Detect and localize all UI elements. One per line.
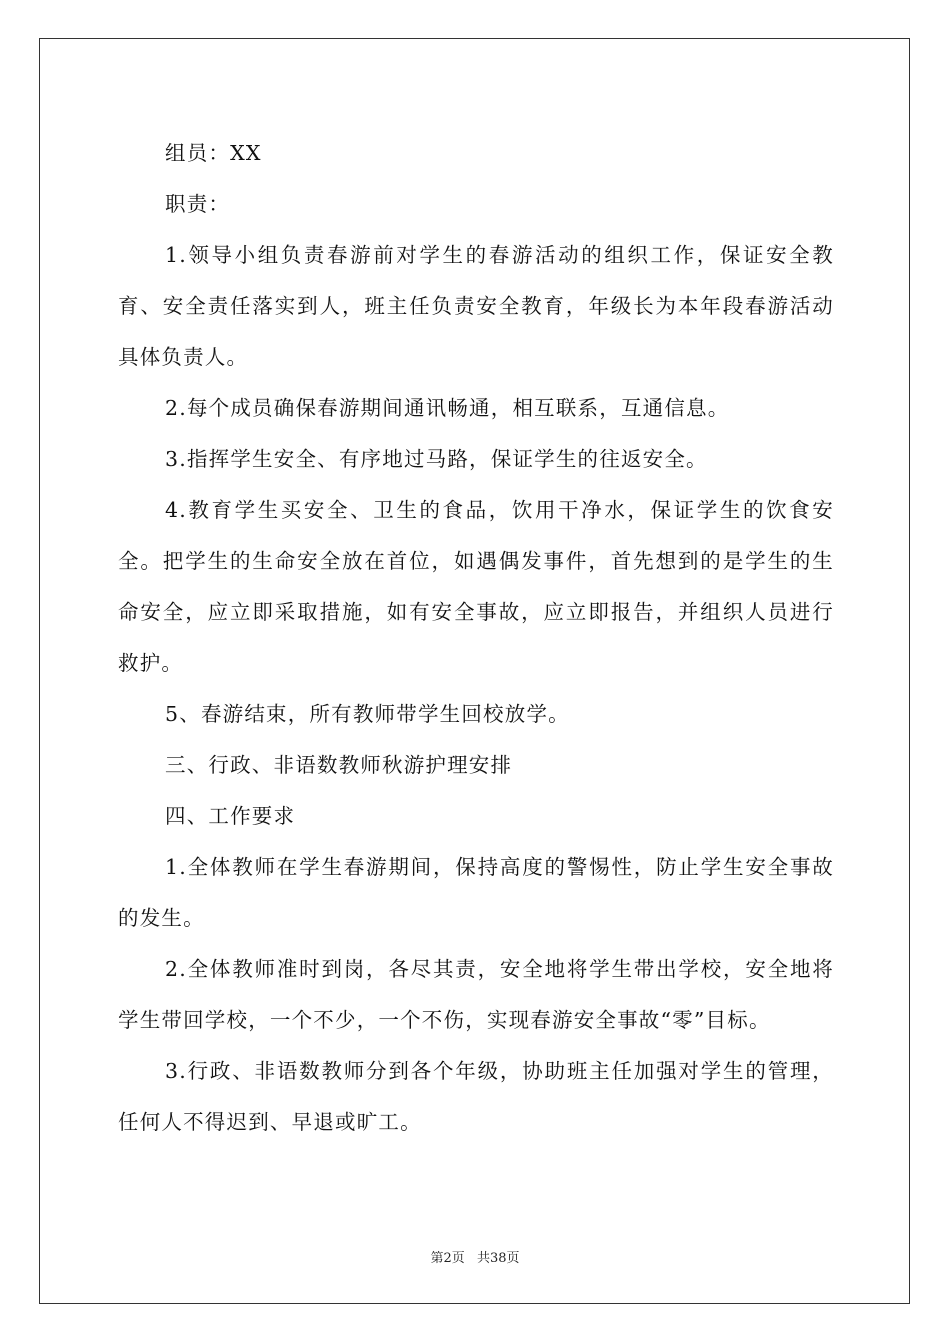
paragraph: 职责： — [165, 192, 231, 216]
section-heading: 三、行政、非语数教师秋游护理安排 — [165, 753, 513, 777]
paragraph: 5、春游结束，所有教师带学生回校放学。 — [165, 702, 570, 726]
paragraph: 2.每个成员确保春游期间通讯畅通，相互联系，互通信息。 — [165, 396, 730, 420]
section-heading: 四、工作要求 — [165, 804, 296, 828]
paragraph: 1.全体教师在学生春游期间，保持高度的警惕性，防止学生安全事故的发生。 — [118, 855, 834, 930]
document-body — [118, 128, 834, 1148]
paragraph: 1.领导小组负责春游前对学生的春游活动的组织工作，保证安全教育、安全责任落实到人，班主任负责安全教育，年级长为本年段春游活动具体负责人。 — [118, 243, 834, 369]
paragraph: 2.全体教师准时到岗，各尽其责，安全地将学生带出学校，安全地将学生带回学校，一个不少，一个不伤，实现春游安全事故“零”目标。 — [118, 957, 834, 1032]
paragraph: 3.行政、非语数教师分到各个年级，协助班主任加强对学生的管理，任何人不得迟到、早退或旷工。 — [118, 1059, 834, 1134]
paragraph: 3.指挥学生安全、有序地过马路，保证学生的往返安全。 — [165, 447, 708, 471]
paragraph: 4.教育学生买安全、卫生的食品，饮用干净水，保证学生的饮食安全。把学生的生命安全放在首位，如遇偶发事件，首先想到的是学生的生命安全，应立即采取措施，如有安全事故，应立即报告，并组织人员进行救护。 — [118, 498, 834, 675]
page-total: 共38页 — [476, 1251, 520, 1266]
page-footer — [0, 1247, 950, 1266]
paragraph: 组员：XX — [165, 141, 262, 165]
page-number: 第2页 — [430, 1251, 465, 1266]
